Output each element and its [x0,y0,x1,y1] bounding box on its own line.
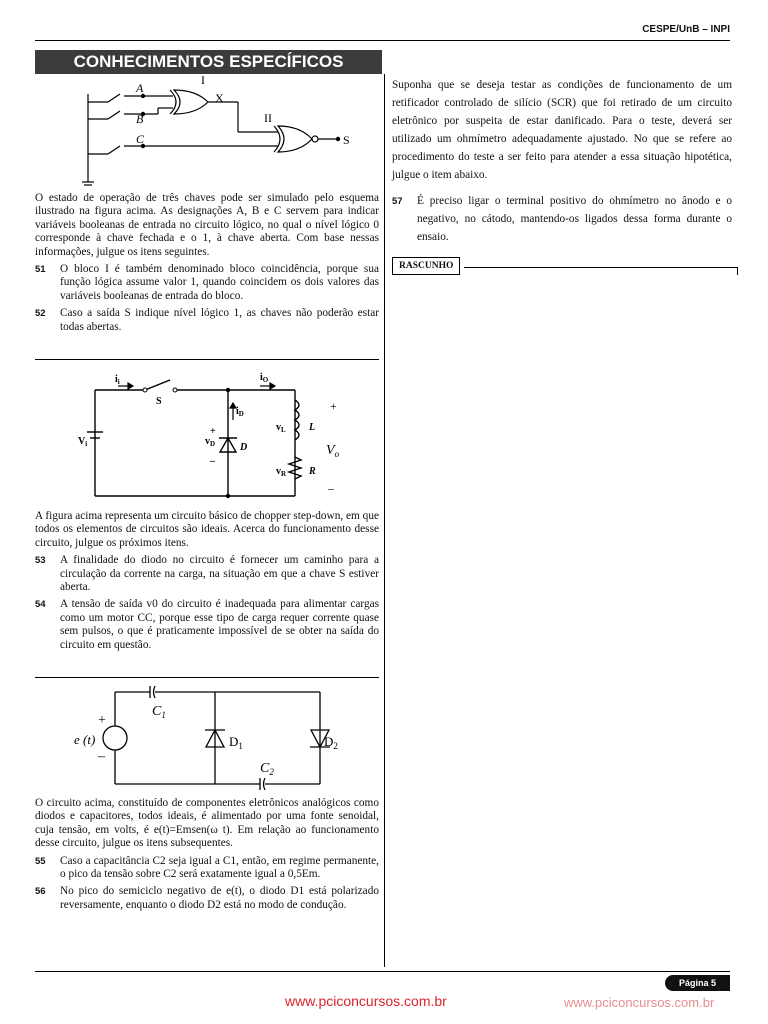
rascunho-line [464,267,738,268]
fig3-label-et: e (t) [74,732,96,747]
rascunho-label: RASCUNHO [392,257,460,275]
question-53 [35,554,379,594]
question-number: 54 [35,599,46,611]
left-column-block-3 [35,797,379,912]
fig2-label-ii: $i_i$ [115,374,120,386]
intro-scr-text: Suponha que se deseja testar as condições de funcionamento de um retificador controlado de silício (SCR) que foi retirado de um circuito eletrônico por suspeita de estar danificado. Para o teste, deverá ser utilizado um ohmímetro adequadamente ajustado. No que se refere ao procedimento do teste a ser feito para atender a essa situação hipotética, julgue o item abaixo. [392,79,732,181]
fig2-minus-d: – [210,456,215,467]
header-org: CESPE/UnB – INPI [642,24,730,35]
fig1-gate-i: I [201,74,205,87]
column-divider [384,74,385,967]
chopper-circuit-figure [70,362,370,507]
fig2-label-vd: $v_D$ [205,436,216,448]
watermark-link-primary[interactable]: www.pciconcursos.com.br [285,993,447,1009]
question-text: A finalidade do diodo no circuito é fornecer um caminho para a circulação da corrente na carga, na situação em que a chave S estiver aberta. [60,554,379,594]
left-column-block-1 [35,192,379,334]
question-number: 53 [35,555,46,567]
fig2-plus-d: + [210,426,216,437]
fig3-minus: – [98,749,105,764]
question-number: 57 [392,196,403,207]
separator-2 [35,677,379,678]
intro-diode-text: O circuito acima, constituído de componentes eletrônicos analógicos como diodos e capacitores, todos ideais, é alimentado por uma fonte senoidal, cuja tensão, em volts, é e(t)=Emsen(ω t). Em relação ao funcionamento desse circuito, julgue os itens subsequentes. [35,797,379,850]
fig2-label-vl: $v_L$ [276,422,286,434]
fig1-label-c: C [136,132,145,146]
fig2-label-id: $i_D$ [236,406,244,418]
fig2-label-s: S [156,396,162,407]
question-text: No pico do semiciclo negativo de e(t), o diodo D1 está polarizado reversamente, enquanto o diodo D2 está no modo de condução. [60,885,379,911]
question-57 [392,192,732,246]
fig2-plus-out: + [330,399,337,413]
fig3-label-c2: $C_2$ [260,761,274,777]
fig1-label-x: X [215,91,224,105]
question-51 [35,263,379,303]
fig3-plus: + [98,713,106,728]
fig3-label-d1: $D_1$ [229,734,243,751]
fig1-label-s: S [343,133,350,147]
page-number: Página 5 [665,975,730,991]
watermark-link-secondary[interactable]: www.pciconcursos.com.br [564,995,715,1010]
question-text: Caso a saída S indique nível lógico 1, as chaves não poderão estar todas abertas. [60,307,379,333]
question-text: É preciso ligar o terminal positivo do ohmímetro no ânodo e o negativo, no cátodo, mantendo-os ligados dessa forma durante o ensaio. [417,195,732,243]
question-number: 52 [35,308,46,320]
fig2-label-vo: $V_o$ [326,443,340,459]
rascunho-tick [737,267,738,275]
left-column-block-2 [35,510,379,652]
fig2-label-l: L [309,422,316,433]
fig3-label-d2: $D_2$ [324,734,338,751]
section-title: CONHECIMENTOS ESPECÍFICOS [35,50,382,74]
fig2-label-vr: $v_R$ [276,466,287,478]
footer-rule [35,971,730,972]
fig2-label-d: D [240,442,248,453]
logic-circuit-figure [78,74,358,189]
question-55 [35,855,379,882]
question-text: O bloco I é também denominado bloco coincidência, porque sua função lógica assume valor 1, quando coincidem os dois valores das variáveis booleanas de entrada do bloco. [60,263,379,302]
rascunho-area [392,257,738,277]
fig2-label-io: $i_O$ [260,372,269,384]
question-52 [35,307,379,334]
fig2-minus-out: – [328,481,334,495]
fig2-label-vi: $V_i$ [78,436,88,448]
question-number: 55 [35,855,46,867]
fig1-label-b: B [136,112,144,126]
question-number: 51 [35,264,46,276]
question-56 [35,885,379,912]
question-text: Caso a capacitância C2 seja igual a C1, então, em regime permanente, o pico da tensão sobre C2 será exatamente igual a 0,5Em. [60,854,379,881]
diode-capacitor-figure [70,680,350,795]
question-number: 56 [35,886,46,898]
question-text: A tensão de saída v0 do circuito é inadequada para alimentar cargas como um motor CC, porque esse tipo de carga requer corrente quase sem pulsos, o que é praticamente impossível de se obter na saída do circuito em questão. [60,598,379,651]
separator-1 [35,359,379,360]
right-column [392,76,732,246]
fig1-gate-ii: II [264,111,272,125]
header-rule [35,40,730,41]
fig1-label-a: A [136,81,144,95]
question-54 [35,598,379,652]
intro-chopper-text: A figura acima representa um circuito básico de chopper step-down, em que todos os elementos de circuitos são ideais. Acerca do funcionamento desse circuito, julgue os próximos itens. [35,510,379,549]
intro-logic-text: O estado de operação de três chaves pode ser simulado pelo esquema ilustrado na figura acima. As designações A, B e C servem para indicar variáveis booleanas de entrada no circuito lógico, no qual o nível lógico 0 corresponde à chave fechada e o 1, à chave aberta. Com base nessas informações, julgue os itens seguintes. [35,192,379,258]
fig3-label-c1: $C_1$ [152,704,166,720]
fig2-label-r: R [309,466,316,477]
